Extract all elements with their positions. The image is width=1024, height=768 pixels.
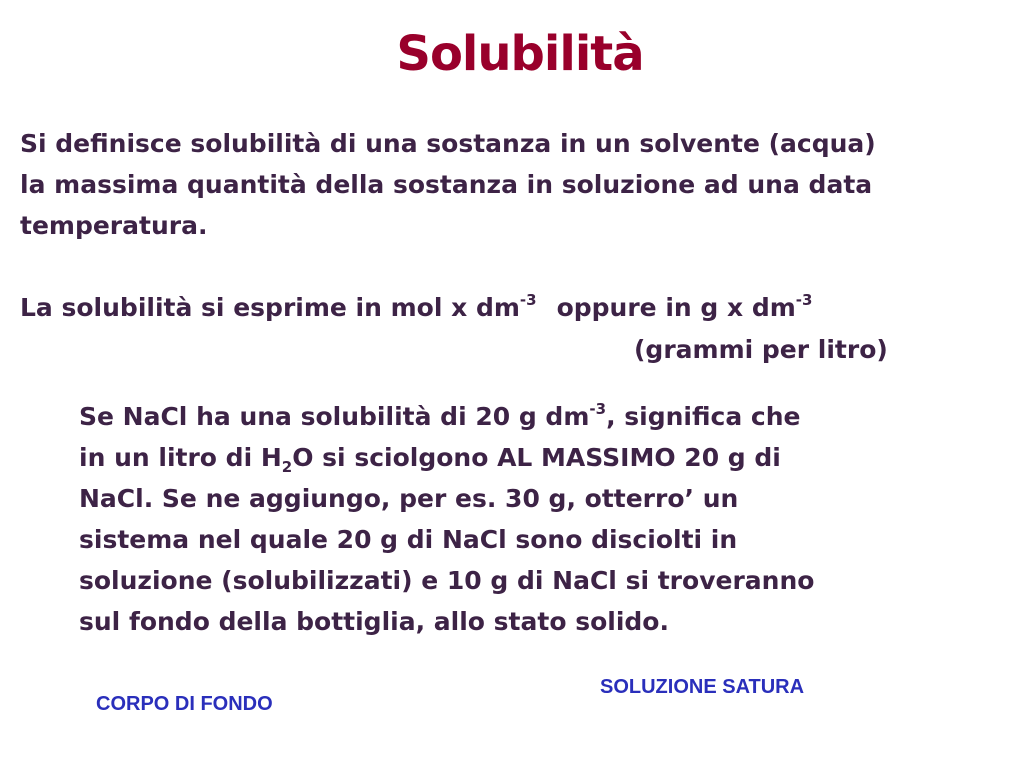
label-soluzione-satura: SOLUZIONE SATURA — [600, 676, 805, 698]
example-line-1 — [79, 400, 801, 432]
slide-title: Solubilità — [396, 26, 644, 82]
example-line-4: sistema nel quale 20 g di NaCl sono disciolti in — [79, 525, 738, 554]
example-line-2-b: O si sciolgono AL MASSIMO 20 g di — [292, 443, 781, 472]
expression-exponent-mol: -3 — [519, 291, 537, 309]
label-corpo-di-fondo: CORPO DI FONDO — [96, 693, 273, 715]
expression-note: (grammi per litro) — [634, 335, 888, 364]
example-line-1-b: , significa che — [606, 402, 801, 431]
expression-text-mol: La solubilità si esprime in mol x dm — [20, 293, 520, 322]
example-line-6: sul fondo della bottiglia, allo stato solido. — [79, 607, 669, 636]
definition-line-2: la massima quantità della sostanza in soluzione ad una data — [20, 170, 873, 199]
example-line-3: NaCl. Se ne aggiungo, per es. 30 g, otterro’ un — [79, 484, 739, 513]
example-line-1-a: Se NaCl ha una solubilità di 20 g dm — [79, 402, 590, 431]
example-line-2 — [79, 443, 781, 476]
definition-line-3: temperatura. — [20, 211, 208, 240]
expression-exponent-grams: -3 — [795, 291, 813, 309]
example-line-1-exponent: -3 — [589, 400, 607, 418]
example-line-2-a: in un litro di H — [79, 443, 282, 472]
example-line-2-subscript: 2 — [281, 458, 293, 476]
expression-line — [20, 291, 813, 323]
definition-line-1: Si definisce solubilità di una sostanza in un solvente (acqua) — [20, 129, 876, 158]
example-line-5: soluzione (solubilizzati) e 10 g di NaCl si troveranno — [79, 566, 815, 595]
expression-text-grams: oppure in g x dm — [556, 293, 796, 322]
